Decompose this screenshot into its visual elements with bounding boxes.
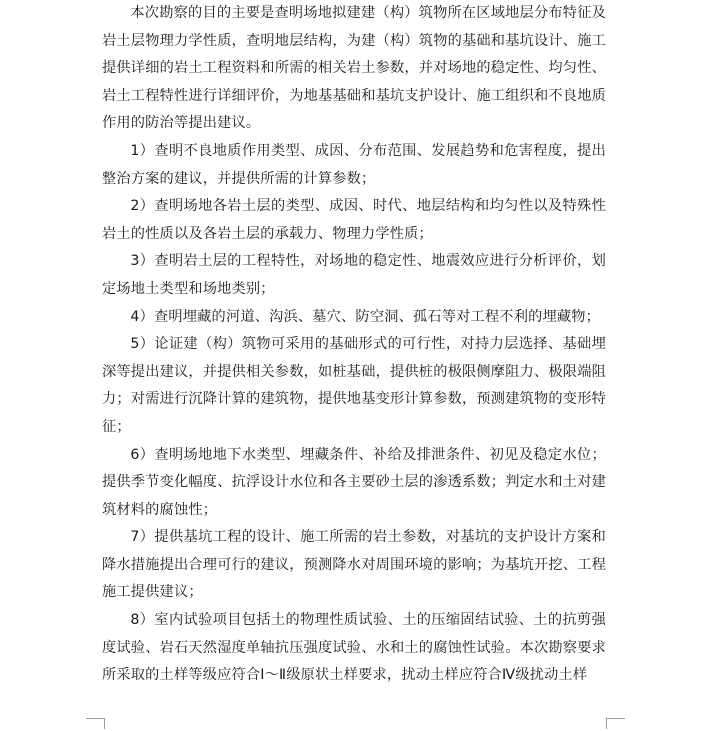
paragraph-item-2: 2）查明场地各岩土层的类型、成因、时代、地层结构和均匀性以及特殊性岩土的性质以及各岩土层的承载力、物理力学性质； — [102, 198, 606, 242]
paragraph-item-7: 7）提供基坑工程的设计、施工所需的岩土参数，对基坑的支护设计方案和降水措施提出合理可行的建议，预测降水对周围环境的影响；为基坑开挖、工程施工提供建议； — [102, 529, 606, 601]
page-corner-mark-left — [86, 718, 105, 729]
page-corner-mark-right — [606, 718, 625, 729]
paragraph-item-4: 4）查明埋藏的河道、沟浜、墓穴、防空洞、孤石等对工程不利的埋藏物； — [130, 308, 601, 325]
paragraph-item-3: 3）查明岩土层的工程特性，对场地的稳定性、地震效应进行分析评价，划定场地土类型和场地类别； — [102, 253, 606, 297]
paragraph-item-8: 8）室内试验项目包括土的物理性质试验、土的压缩固结试验、土的抗剪强度试验、岩石天然湿度单轴抗压强度试验、水和土的腐蚀性试验。本次勘察要求所采取的土样等级应符合Ⅰ～Ⅱ级原状土样要求，扰动土样应符合Ⅳ级扰动土样 — [102, 612, 606, 684]
paragraph-item-1: 1）查明不良地质作用类型、成因、分布范围、发展趋势和危害程度，提出整治方案的建议，并提供所需的计算参数； — [102, 142, 606, 187]
paragraph-item-5: 5）论证建（构）筑物可采用的基础形式的可行性，对持力层选择、基础埋深等提出建议，并提供相关参数，如桩基础，提供桩的极限侧摩阻力、极限端阻力；对需进行沉降计算的建筑物，提供地基变形计算参数，预测建筑物的变形特征； — [102, 336, 606, 435]
paragraph-purpose: 本次勘察的目的主要是查明场地拟建建（构）筑物所在区域地层分布特征及岩土层物理力学性质，查明地层结构，为建（构）筑物的基础和基坑设计、施工提供详细的岩土工程资料和所需的相关岩土参数，并对场地的稳定性、均匀性、岩土工程特性进行详细评价，为地基基础和基坑支护设计、施工组织和不良地质作用的防治等提出建议。 — [102, 5, 606, 132]
paragraph-item-6: 6）查明场地地下水类型、埋藏条件、补给及排泄条件、初见及稳定水位；提供季节变化幅度、抗浮设计水位和各主要砂土层的渗透系数；判定水和土对建筑材料的腐蚀性； — [102, 446, 606, 518]
body-text — [102, 0, 606, 690]
